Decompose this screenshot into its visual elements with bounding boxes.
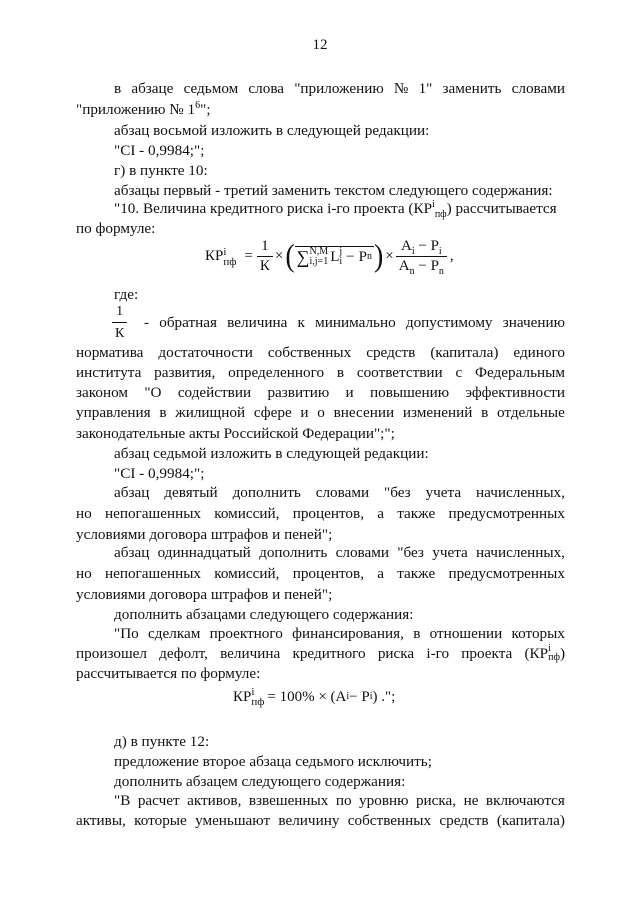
word: также [397, 565, 436, 582]
word: которых [511, 625, 565, 642]
paragraph-line [144, 314, 565, 332]
paragraph-line: г) в пункте 10: [114, 162, 208, 179]
formula-symbol: КР [205, 248, 224, 264]
word: норматива [76, 344, 144, 361]
word: единого [513, 344, 565, 361]
word: дополнить [232, 484, 301, 501]
word: процентов, [292, 505, 364, 522]
fraction-assets [396, 238, 447, 275]
word: в [413, 625, 421, 642]
paragraph-line [76, 384, 565, 402]
word: о [317, 404, 325, 421]
line-text: произошел дефолт, величина кредитного риска i-го проекта (КР [76, 645, 549, 662]
formula-sup: i [223, 245, 227, 258]
word: допустимому [405, 314, 493, 331]
fraction-denominator: К [112, 322, 127, 343]
credit-risk-formula [205, 238, 454, 275]
word: с [455, 364, 463, 381]
word: "без [384, 484, 411, 501]
formula-symbol: P [358, 248, 367, 265]
formula-sub: i,j=1 [309, 256, 329, 267]
paragraph-line [76, 812, 565, 830]
word: "О [144, 384, 162, 401]
paragraph-line [114, 484, 565, 502]
word: величину [278, 812, 340, 829]
paragraph-line: абзац седьмой изложить в следующей редакции: [114, 445, 429, 462]
word: словами [335, 544, 389, 561]
formula-sub: пф [251, 696, 265, 708]
word: которые [134, 812, 187, 829]
formula-operator: = [244, 248, 253, 264]
formula-sup: i [251, 686, 255, 698]
word: уровню [359, 792, 409, 809]
word: содействии [177, 384, 252, 401]
word: слова [248, 80, 285, 97]
word: предусмотренных [448, 565, 565, 582]
word: минимально [315, 314, 396, 331]
formula-text: = 100% × (A [267, 688, 347, 705]
line-text: "; [200, 101, 211, 118]
paragraph-line: абзацы первый - третий заменить текстом следующего содержания: [114, 182, 553, 199]
word: № [393, 80, 409, 97]
paragraph-line [76, 505, 565, 523]
subscript: пф [434, 209, 447, 221]
word: и [300, 404, 309, 421]
word: не [463, 792, 479, 809]
word: девятый [164, 484, 218, 501]
word: учета [432, 544, 468, 561]
word: одиннадцатый [157, 544, 251, 561]
page-number: 12 [312, 37, 328, 53]
word: по [335, 792, 352, 809]
word: в [159, 404, 167, 421]
word: комиссий, [214, 565, 280, 582]
word: начисленных, [476, 544, 565, 561]
fraction-numerator: $A_i - P_i$ [400, 238, 442, 257]
fraction-1-over-k [257, 238, 273, 275]
paragraph-line: по формуле: [76, 220, 156, 237]
word: изменений [402, 404, 473, 421]
word: седьмом [183, 80, 239, 97]
word: также [397, 505, 436, 522]
word: начисленных, [476, 484, 565, 501]
word: сделкам [148, 625, 201, 642]
paragraph-line: предложение второе абзаца седьмого исключить; [114, 753, 432, 770]
word: абзац [114, 484, 150, 501]
word: заменить [442, 80, 502, 97]
k-fraction [112, 302, 127, 343]
word: словами [511, 80, 565, 97]
word: к [297, 314, 305, 331]
paragraph-line: дополнить абзацами следующего содержания: [114, 606, 414, 623]
word: расчет [137, 792, 180, 809]
word: (капитала) [496, 812, 565, 829]
word: развитию [267, 384, 330, 401]
fraction-numerator: 1 [261, 238, 269, 254]
formula-operator: × [274, 248, 284, 264]
left-paren: ( [285, 238, 295, 274]
word: а [377, 505, 384, 522]
paragraph-line [114, 80, 565, 98]
word: предусмотренных [448, 505, 565, 522]
paragraph-line: д) в пункте 12: [114, 733, 210, 750]
word: определенного [228, 364, 325, 381]
word: учета [425, 484, 462, 501]
paragraph-line: где: [114, 286, 139, 303]
word: отдельные [496, 404, 565, 421]
word: непогашенных [104, 565, 202, 582]
word: достаточности [158, 344, 253, 361]
sum-expression: ∑ N,M i,j=1 L j i − P n [296, 246, 372, 267]
paragraph-line: абзац восьмой изложить в следующей редакции: [114, 122, 430, 139]
word: "без [397, 544, 424, 561]
word: средств [366, 344, 416, 361]
paragraph-line: рассчитывается по формуле: [76, 665, 261, 682]
word: (капитала) [430, 344, 499, 361]
paragraph-line [114, 544, 565, 562]
line-text: ) [559, 645, 565, 662]
paragraph-line [76, 100, 211, 119]
paragraph-line [76, 565, 565, 583]
formula-operator: × [385, 248, 394, 264]
paragraph-line: условиями договора штрафов и пеней"; [76, 526, 333, 543]
default-risk-formula: КР i пф = 100% × (A i − P i ) ."; [233, 686, 396, 708]
formula-sub: пф [548, 652, 560, 663]
word: соответствии [356, 364, 443, 381]
word: "По [114, 625, 139, 642]
word: активы, [76, 812, 126, 829]
word: собственных [267, 344, 352, 361]
word: процентов, [292, 565, 364, 582]
formula-text: ) ."; [372, 688, 396, 705]
formula-sub: пф [223, 255, 237, 268]
formula-sup: j [339, 246, 343, 257]
word: эффективности [465, 384, 565, 401]
word: отношении [429, 625, 503, 642]
word: риска, [415, 792, 457, 809]
fraction-numerator: 1 [116, 304, 124, 319]
word: но [76, 505, 92, 522]
formula-symbol: КР [233, 688, 252, 705]
formula-sup: i [548, 643, 551, 654]
paragraph-line: законодательные акты Российской Федерации";"; [76, 425, 395, 442]
fraction-denominator: $A_n - P_n$ [396, 256, 447, 275]
word: развития, [154, 364, 216, 381]
paragraph-line [114, 792, 565, 810]
line-text: "10. Величина кредитного риска i-го проекта (КР [114, 200, 433, 217]
paragraph-line [76, 404, 565, 422]
word: в [114, 80, 122, 97]
word: в [336, 364, 345, 381]
word: значению [502, 314, 565, 331]
word: словами [315, 484, 370, 501]
paragraph-line [114, 625, 565, 643]
sum-symbol: ∑ [296, 246, 310, 267]
paragraph-line: "CI - 0,9984;"; [114, 465, 205, 482]
word: а [377, 565, 384, 582]
formula-sup: N,M [309, 246, 329, 257]
formula-punctuation: , [449, 248, 454, 264]
word: в [481, 404, 489, 421]
word: финансирования, [292, 625, 404, 642]
word: сфере [253, 404, 292, 421]
formula-text: − P [349, 688, 370, 705]
word: законом [76, 384, 128, 401]
word: собственных [347, 812, 432, 829]
formula-sub: i [339, 256, 343, 267]
word: Федеральным [475, 364, 565, 381]
line-text: ) рассчитывается [446, 200, 557, 217]
superscript: 6 [195, 99, 201, 111]
word: - [144, 314, 150, 331]
word: внесении [333, 404, 395, 421]
paragraph-line [114, 198, 557, 221]
paragraph-line: дополнить абзацем следующего содержания: [114, 773, 406, 790]
paragraph-line: "CI - 0,9984;"; [114, 142, 205, 159]
word: дополнить [259, 544, 328, 561]
word: "В [114, 792, 131, 809]
word: но [76, 565, 92, 582]
paragraph-line [76, 644, 565, 663]
word: взвешенных [248, 792, 329, 809]
word: комиссий, [214, 505, 280, 522]
word: жилищной [175, 404, 246, 421]
word: повышению [370, 384, 450, 401]
word: уменьшают [195, 812, 271, 829]
word: "приложению [294, 80, 384, 97]
word: абзаце [131, 80, 174, 97]
word: включаются [485, 792, 565, 809]
word: непогашенных [104, 505, 202, 522]
word: управления [76, 404, 151, 421]
formula-operator: − [346, 248, 355, 265]
superscript: i [432, 198, 435, 210]
word: института [76, 364, 142, 381]
paragraph-line [76, 364, 565, 382]
word: обратная [159, 314, 217, 331]
line-text: "приложению № 1 [76, 101, 196, 118]
fraction-denominator: К [257, 256, 273, 275]
word: 1" [418, 80, 433, 97]
formula-symbol: L [330, 248, 340, 265]
word: проектного [209, 625, 283, 642]
word: абзац [114, 544, 150, 561]
paragraph-line: условиями договора штрафов и пеней"; [76, 586, 333, 603]
paragraph-line [76, 344, 565, 362]
word: средств [439, 812, 489, 829]
word: величина [227, 314, 288, 331]
word: активов, [187, 792, 242, 809]
right-paren: ) [373, 238, 384, 274]
word: и [345, 384, 354, 401]
